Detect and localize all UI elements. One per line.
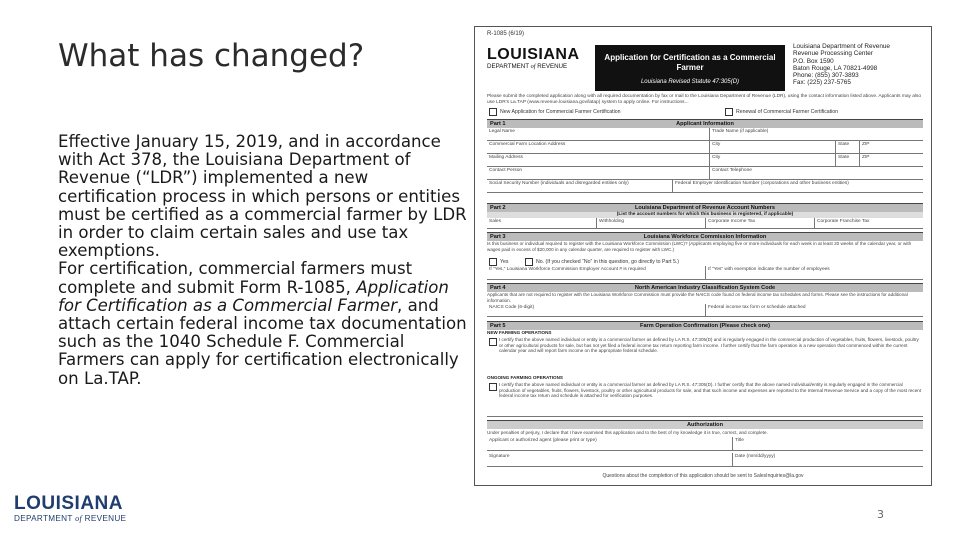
address-line: Fax: (225) 237-5765 <box>793 79 851 87</box>
slide-title: What has changed? <box>58 38 365 74</box>
logo-sub-a: DEPARTMENT <box>14 514 76 523</box>
logo-sub-b: REVENUE <box>82 514 127 523</box>
form-footer: Questions about the completion of this application should be sent to SalesInquiries@la.gov <box>602 473 804 479</box>
form-logo-sub-a: DEPARTMENT <box>487 63 531 70</box>
field-label: Trade Name (if applicable) <box>712 129 769 134</box>
field-label: State <box>838 142 850 147</box>
form-statute: Louisiana Revised Statute 47:305(D) <box>640 79 740 85</box>
form-name-italic: Application for Certification as a Commercial Farmer <box>58 277 449 315</box>
field-label: Legal Name <box>489 129 515 134</box>
checkbox <box>489 258 497 266</box>
check-new-application <box>489 108 621 116</box>
address-line: Louisiana Department of Revenue <box>793 43 890 50</box>
checkbox <box>525 258 533 266</box>
field-label: ZIP <box>862 155 870 160</box>
field-label: City <box>712 155 721 160</box>
form-row <box>487 266 923 280</box>
part5-header <box>487 321 923 330</box>
field-label: Corporate Franchise Tax <box>817 219 870 224</box>
field-label: State <box>838 155 850 160</box>
check-no-label: No. (If you checked “No” in this question, go directly to Part 5.) <box>536 259 680 265</box>
part1-label: Part 1 <box>490 121 506 127</box>
logo-sub-text <box>14 514 126 523</box>
field-label: Signature <box>489 454 510 459</box>
part2-label: Part 2 <box>490 205 506 211</box>
field-label: Federal Employer Identification Number (corporations and other business entities) <box>675 181 849 186</box>
check-yes <box>489 258 508 266</box>
part2-header <box>487 203 923 212</box>
form-logo-sub-of: of <box>530 63 536 70</box>
form-logo-sub <box>487 63 607 70</box>
form-row <box>487 141 923 154</box>
field-label: Applicant or authorized agent (please print or type) <box>489 438 597 443</box>
checkbox <box>725 108 733 116</box>
part2-subtitle: (List the account numbers for which this business is registered, if applicable) <box>487 212 923 218</box>
ldr-logo <box>14 494 126 523</box>
part3-label: Part 3 <box>490 234 506 240</box>
field-label: Social Security Number (individuals and disregarded entities only) <box>489 181 629 186</box>
field-label: Commercial Farm Location Address <box>489 142 566 147</box>
check-new-label: New Application for Commercial Farmer Certification <box>500 109 621 115</box>
form-address <box>793 43 927 87</box>
logo-main-text: LOUISIANA <box>14 493 123 514</box>
field-label: ZIP <box>862 142 870 147</box>
logo-sub-of: of <box>75 514 83 523</box>
form-row <box>487 128 923 141</box>
field-label: Mailing Address <box>489 155 523 160</box>
field-label: Sales <box>489 219 501 224</box>
new-ops-text: I certify that the above named individual or entity is a commercial farmer as defined by LA R.S. 47:305(D) and is regularly engaged in the commercial production of vegetables, fruits, flowers, livestock, poultry or other agricultural products for sale, but has not yet filed a federal income tax return reporting farm income. I further certify that the farm operation is a new operation that commenced within the current calendar year and will report farm income on the appropriate federal schedule. <box>499 337 919 354</box>
address-line: Phone: (855) 307-3893 <box>793 72 859 80</box>
address-line: P.O. Box 1590 <box>793 57 834 65</box>
paragraph-certification-a: For certification, commercial farmers must complete and submit Form R-1085, <box>58 259 413 297</box>
form-logo-main: LOUISIANA <box>487 46 580 63</box>
field-label: NAICS Code (6-digit) <box>489 305 535 310</box>
slide-body <box>58 133 468 388</box>
check-yes-label: Yes <box>500 259 509 265</box>
form-row <box>487 304 923 317</box>
field-label: If “Yes,” Louisiana Workforce Commission Employer Account # is required <box>489 267 646 272</box>
check-no <box>525 258 679 266</box>
check-renewal-label: Renewal of Commercial Farmer Certification <box>736 109 839 115</box>
form-number: R-1085 (6/19) <box>487 31 525 37</box>
form-r1085-image <box>474 26 932 486</box>
paragraph-certification <box>58 260 468 387</box>
address-line: Baton Rouge, LA 70821-4998 <box>793 64 878 72</box>
check-new-ops <box>489 338 497 346</box>
form-instructions: Please submit the completed application along with all required documentation by fax or mail to the Louisiana Department of Revenue (LDR), using the contact information listed above. Applicants may also use LDR’s La.TAP (www.revenue.louisiana.gov/latap) system to apply online. For instructions... <box>487 94 922 105</box>
ongoing-ops-text: I certify that the above named individual or entity is a commercial farmer as defined by LA R.S. 47:305(D). I further certify that the above named individual/entity is regularly engaged in the commercial production of vegetables, fruits, flowers, livestock, poultry or other agricultural products for sale, and that such income and expenses are reported to the Internal Revenue Service and a copy of the most recent federal income tax return and schedule is attached for verification purposes. <box>499 382 922 399</box>
form-row <box>487 154 923 167</box>
form-row <box>487 453 923 467</box>
check-renewal <box>725 108 838 116</box>
address-line: Revenue Processing Center <box>793 50 873 58</box>
authorization-title: Authorization <box>686 422 724 428</box>
form-row <box>487 218 923 229</box>
paragraph-effective-date: Effective January 15, 2019, and in accordance with Act 378, the Louisiana Department of Revenue (“LDR”) implemented a new certification process in which persons or entities must be certified as a commercial farmer by LDR in order to claim certain sales and use tax exemptions. <box>58 132 467 261</box>
form-title-banner <box>595 45 785 91</box>
form-title: Application for Certification as a Commercial Farmer <box>604 53 776 72</box>
form-row <box>487 437 923 451</box>
ongoing-ops-heading: ONGOING FARMING OPERATIONS <box>487 375 563 380</box>
authorization-header <box>487 420 923 429</box>
authorization-text: Under penalties of perjury, I declare that I have examined this application and to the best of my knowledge it is true, correct, and complete. <box>487 430 768 435</box>
form-row <box>487 180 923 193</box>
paragraph-certification-b: , and attach certain federal income tax documentation such as the 1040 Schedule F. Commercial Farmers can apply for certification electronically on La.TAP. <box>58 295 467 388</box>
part4-title: North American Industry Classification System Code <box>634 285 776 291</box>
field-label: Corporate Income Tax <box>708 219 756 224</box>
field-label: Federal income tax form or schedule attached <box>708 305 806 310</box>
new-ops-heading: NEW FARMING OPERATIONS <box>487 330 552 335</box>
form-row <box>487 408 923 417</box>
form-logo-sub-b: REVENUE <box>535 63 568 70</box>
part3-text: Is this business or individual required to register with the Louisiana Workforce Commission (LWC)? (Applicants employing five or more individuals for each week in at least 20 weeks of the calendar year, or with wages paid in excess of $20,000 in any calendar quarter, are required to register with LWC.) <box>487 241 912 252</box>
form-logo <box>487 47 607 70</box>
part5-label: Part 5 <box>490 323 506 329</box>
form-row <box>487 167 923 180</box>
checkbox <box>489 338 497 346</box>
part1-header <box>487 119 923 128</box>
field-label: Contact Telephone <box>712 168 752 173</box>
field-label: Withholding <box>599 219 625 224</box>
part5-title: Farm Operation Confirmation (Please check one) <box>640 323 770 329</box>
checkbox <box>489 383 497 391</box>
field-label: Title <box>735 438 744 443</box>
part3-header <box>487 232 923 241</box>
field-label: Contact Person <box>489 168 523 173</box>
checkbox <box>489 108 497 116</box>
part2-title: Louisiana Department of Revenue Account Numbers <box>635 205 775 211</box>
part4-label: Part 4 <box>490 285 506 291</box>
part4-text: Applicants that are not required to register with the Louisiana Workforce Commission must provide the NAICS code found on federal income tax schedules and forms. Please see the instructions for additional information. <box>487 292 908 303</box>
field-label: City <box>712 142 721 147</box>
check-ongoing-ops <box>489 383 497 391</box>
part3-title: Louisiana Workforce Commission Information <box>643 234 767 240</box>
field-label: If “Yes” with exemption indicate the number of employees <box>708 267 830 272</box>
field-label: Date (mm/dd/yyyy) <box>735 454 776 459</box>
part1-title: Applicant Information <box>676 121 734 127</box>
page-number: 3 <box>877 508 884 521</box>
part4-header <box>487 283 923 292</box>
